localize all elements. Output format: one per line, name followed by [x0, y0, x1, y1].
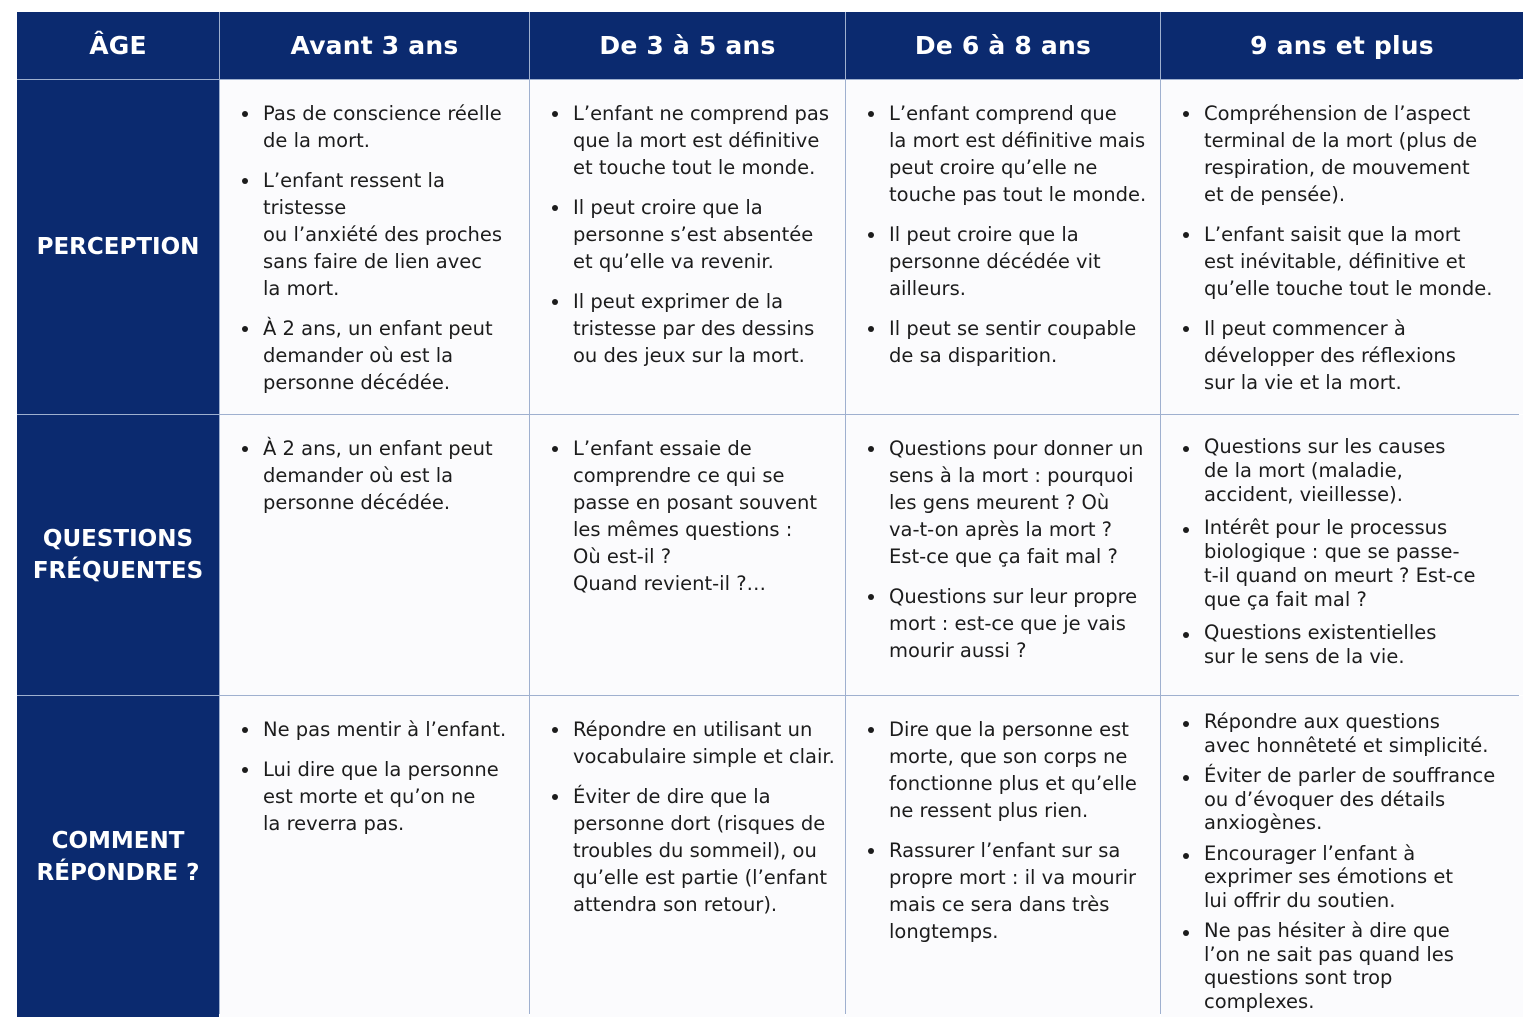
questions-6-to-8: [846, 415, 1160, 695]
list-item: Ne pas hésiter à dire que l’on ne sait pas quand les questions sont trop complexes.: [1179, 919, 1513, 1013]
perception-9-plus: [1161, 80, 1523, 414]
row-label-questions: [17, 415, 219, 695]
answer-9-plus: [1161, 696, 1523, 1017]
list-item: L’enfant comprend que la mort est définitive mais peut croire qu’elle ne touche pas tout le monde.: [864, 100, 1150, 208]
questions-3-to-5: [530, 415, 845, 695]
perception-6-to-8: [846, 80, 1160, 414]
answer-6-to-8: [846, 696, 1160, 1017]
list-item: L’enfant ne comprend pas que la mort est définitive et touche tout le monde.: [548, 100, 835, 181]
list-item: L’enfant ressent la tristesse ou l’anxiété des proches sans faire de lien avec la mort.: [238, 167, 519, 302]
list-item: Intérêt pour le processus biologique : que se passe- t-il quand on meurt ? Est-ce que ça fait mal ?: [1179, 516, 1513, 612]
list-item: Il peut croire que la personne s’est absentée et qu’elle va revenir.: [548, 194, 835, 275]
list-item: L’enfant saisit que la mort est inévitable, définitive et qu’elle touche tout le monde.: [1179, 221, 1513, 302]
list-item: Rassurer l’enfant sur sa propre mort : il va mourir mais ce sera dans très longtemps.: [864, 837, 1150, 945]
list-item: Éviter de dire que la personne dort (risques de troubles du sommeil), ou qu’elle est partie (l’enfant attendra son retour).: [548, 783, 835, 918]
header-before-3: Avant 3 ans: [220, 12, 529, 79]
list-item: Encourager l’enfant à exprimer ses émotions et lui offrir du soutien.: [1179, 842, 1513, 913]
list-item: À 2 ans, un enfant peut demander où est la personne décédée.: [238, 315, 519, 396]
header-age: ÂGE: [17, 12, 219, 79]
list-item: Éviter de parler de souffrance ou d’évoquer des détails anxiogènes.: [1179, 764, 1513, 835]
header-6-to-8: De 6 à 8 ans: [846, 12, 1160, 79]
list-item: Questions existentielles sur le sens de la vie.: [1179, 621, 1513, 669]
list-item: Il peut se sentir coupable de sa disparition.: [864, 315, 1150, 369]
list-item: Ne pas mentir à l’enfant.: [238, 716, 519, 743]
answer-before-3: [220, 696, 529, 1017]
list-item: Répondre en utilisant un vocabulaire simple et clair.: [548, 716, 835, 770]
list-item: Il peut croire que la personne décédée vit ailleurs.: [864, 221, 1150, 302]
list-item: Lui dire que la personne est morte et qu’on ne la reverra pas.: [238, 756, 519, 837]
list-item: L’enfant essaie de comprendre ce qui se passe en posant souvent les mêmes questions : Où est-il ? Quand revient-il ?…: [548, 435, 835, 597]
list-item: Pas de conscience réelle de la mort.: [238, 100, 519, 154]
age-grief-table: [17, 12, 1519, 1014]
list-item: Il peut exprimer de la tristesse par des dessins ou des jeux sur la mort.: [548, 288, 835, 369]
list-item: Questions sur leur propre mort : est-ce que je vais mourir aussi ?: [864, 583, 1150, 664]
row-label-perception: [17, 80, 219, 414]
row-label-text: PERCEPTION: [36, 234, 200, 260]
list-item: À 2 ans, un enfant peut demander où est la personne décédée.: [238, 435, 519, 516]
questions-before-3: [220, 415, 529, 695]
list-item: Questions sur les causes de la mort (maladie, accident, vieillesse).: [1179, 435, 1513, 507]
header-3-to-5: De 3 à 5 ans: [530, 12, 845, 79]
perception-before-3: [220, 80, 529, 414]
list-item: Compréhension de l’aspect terminal de la mort (plus de respiration, de mouvement et de pensée).: [1179, 100, 1513, 208]
list-item: Questions pour donner un sens à la mort : pourquoi les gens meurent ? Où va-t-on après la mort ? Est-ce que ça fait mal ?: [864, 435, 1150, 570]
list-item: Répondre aux questions avec honnêteté et simplicité.: [1179, 710, 1513, 757]
header-9-plus: 9 ans et plus: [1161, 12, 1523, 79]
list-item: Dire que la personne est morte, que son corps ne fonctionne plus et qu’elle ne ressent plus rien.: [864, 716, 1150, 824]
row-label-text: COMMENT RÉPONDRE ?: [36, 827, 200, 886]
perception-3-to-5: [530, 80, 845, 414]
row-label-how-to-answer: [17, 696, 219, 1017]
row-label-text: QUESTIONS FRÉQUENTES: [32, 526, 204, 584]
questions-9-plus: [1161, 415, 1523, 695]
list-item: Il peut commencer à développer des réflexions sur la vie et la mort.: [1179, 315, 1513, 396]
answer-3-to-5: [530, 696, 845, 1017]
